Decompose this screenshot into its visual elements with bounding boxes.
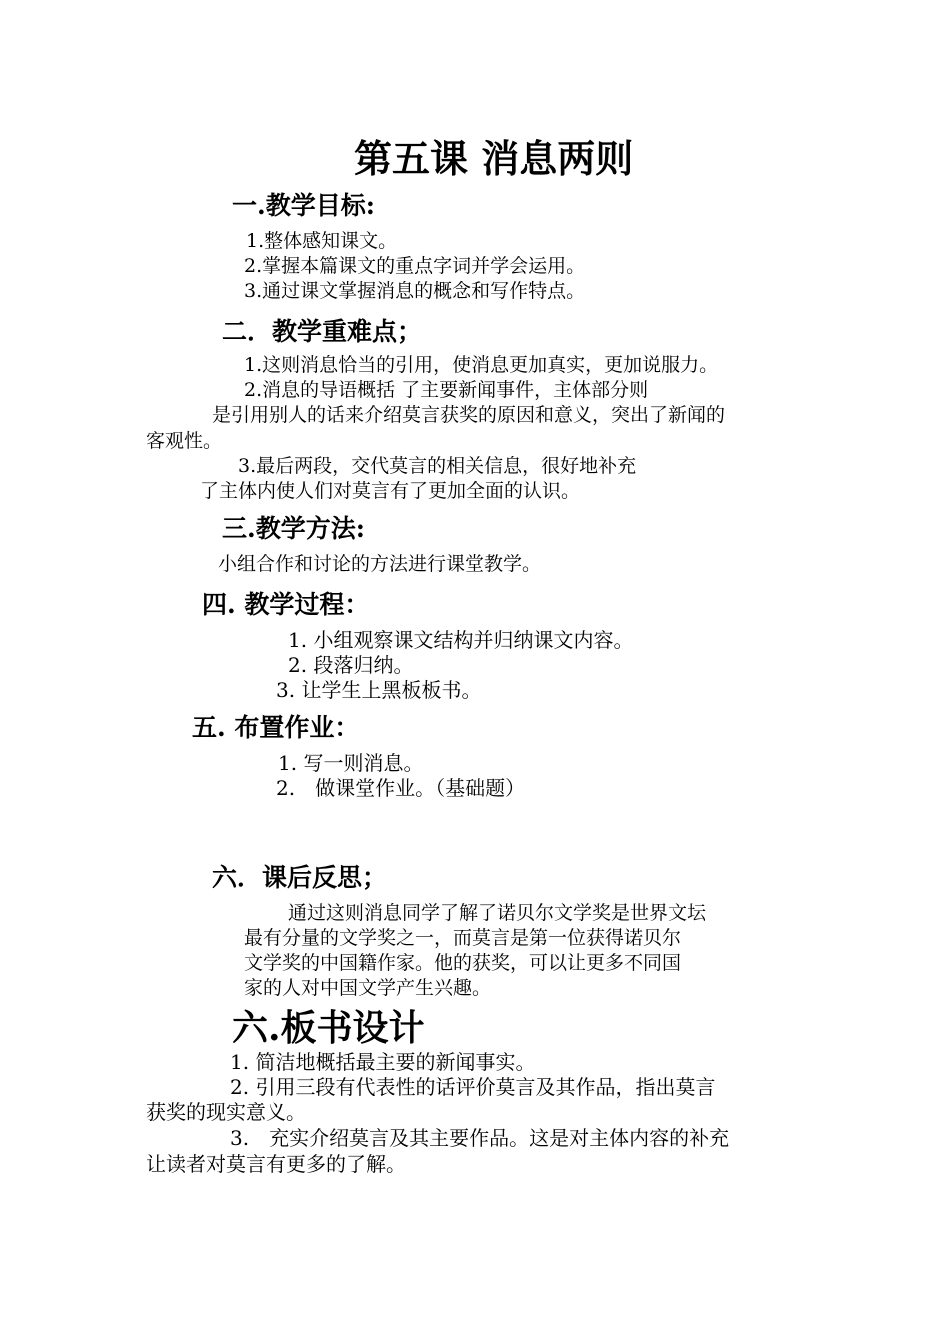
process-item: 3. 让学生上黑板板书。 <box>276 678 482 702</box>
objective-item: 2.掌握本篇课文的重点字词并学会运用。 <box>244 255 586 277</box>
reflection-line: 家的人对中国文学产生兴趣。 <box>244 977 492 999</box>
section-heading-board-design: 六.板书设计 <box>232 1007 425 1049</box>
reflection-line: 最有分量的文学奖之一，而莫言是第一位获得诺贝尔 <box>244 927 682 949</box>
process-item: 1. 小组观察课文结构并归纳课文内容。 <box>288 628 634 652</box>
section-heading-reflection: 六．课后反思； <box>212 863 388 892</box>
method-text: 小组合作和讨论的方法进行课堂教学。 <box>218 553 542 575</box>
key-point-line: 2.消息的导语概括 了主要新闻事件，主体部分则 <box>244 379 649 401</box>
key-point-line: 3.最后两段，交代莫言的相关信息，很好地补充 <box>238 455 637 477</box>
key-point-line: 了主体内使人们对莫言有了更加全面的认识。 <box>200 480 581 502</box>
objective-item: 3.通过课文掌握消息的概念和写作特点。 <box>244 280 586 302</box>
reflection-line: 文学奖的中国籍作家。他的获奖，可以让更多不同国 <box>244 952 682 974</box>
reflection-line: 通过这则消息同学了解了诺贝尔文学奖是世界文坛 <box>288 902 707 924</box>
board-design-line: 2. 引用三段有代表性的话评价莫言及其作品，指出莫言 <box>230 1075 716 1099</box>
section-heading-objectives: 一.教学目标: <box>232 191 375 220</box>
section-heading-homework: 五. 布置作业： <box>192 713 360 742</box>
page-title: 第五课 消息两则 <box>354 136 634 181</box>
board-design-line: 3. 充实介绍莫言及其主要作品。这是对主体内容的补充 <box>230 1126 730 1150</box>
objective-item: 1.整体感知课文。 <box>246 230 398 252</box>
section-heading-method: 三.教学方法: <box>222 514 365 543</box>
key-point-line: 1.这则消息恰当的引用，使消息更加真实，更加说服力。 <box>244 354 719 376</box>
section-heading-key-points: 二．教学重难点； <box>222 317 423 346</box>
homework-item: 1. 写一则消息。 <box>278 751 424 775</box>
process-item: 2. 段落归纳。 <box>288 653 414 677</box>
homework-item: 2. 做课堂作业。（基础题） <box>276 776 526 800</box>
board-design-line: 获奖的现实意义。 <box>146 1100 306 1124</box>
key-point-line: 是引用别人的话来介绍莫言获奖的原因和意义，突出了新闻的 <box>212 404 726 426</box>
board-design-line: 让读者对莫言有更多的了解。 <box>146 1152 406 1176</box>
board-design-line: 1. 简洁地概括最主要的新闻事实。 <box>230 1050 536 1074</box>
section-heading-process: 四. 教学过程： <box>202 590 370 619</box>
key-point-line: 客观性。 <box>146 430 223 452</box>
